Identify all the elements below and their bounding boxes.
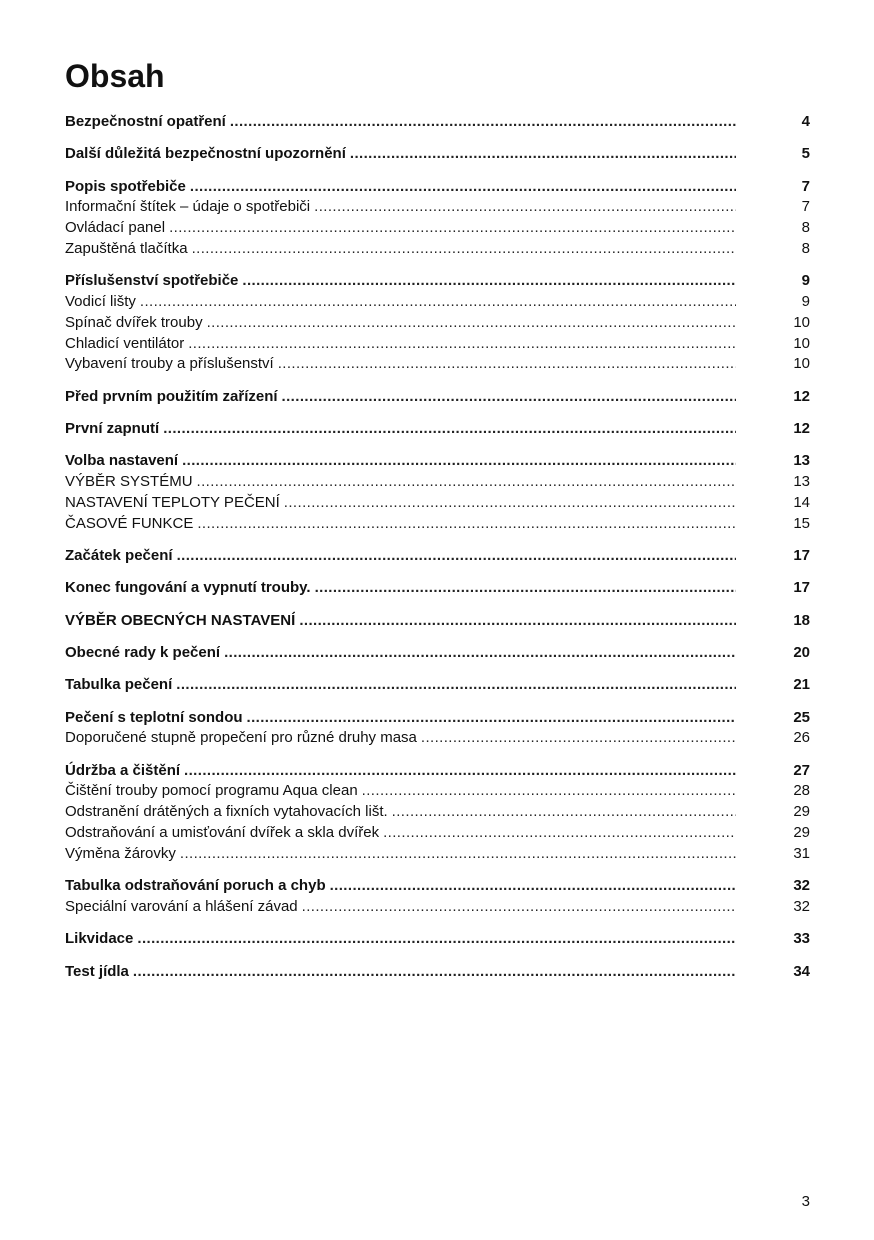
toc-group — [65, 643, 810, 664]
toc-entry-page: 33 — [793, 930, 810, 948]
toc-subsection-entry — [65, 197, 810, 218]
toc-section-entry — [65, 451, 810, 472]
dot-leader — [224, 643, 736, 664]
toc-entry-page: 17 — [793, 547, 810, 565]
dot-leader — [282, 387, 736, 408]
toc-section-entry — [65, 708, 810, 729]
toc-entry-page: 15 — [793, 514, 810, 532]
toc-entry-title: Tabulka odstraňování poruch a chyb — [65, 877, 326, 895]
dot-leader — [197, 514, 736, 535]
toc-section-entry — [65, 578, 810, 599]
table-of-contents — [65, 112, 810, 994]
dot-leader — [278, 354, 736, 375]
toc-entry-title: Test jídla — [65, 962, 129, 980]
dot-leader — [177, 546, 736, 567]
toc-entry-title: Začátek pečení — [65, 547, 173, 565]
toc-entry-title: Obecné rady k pečení — [65, 643, 221, 661]
toc-entry-page: 31 — [793, 844, 810, 862]
dot-leader — [242, 271, 736, 292]
toc-subsection-entry — [65, 897, 810, 918]
toc-entry-page: 9 — [801, 272, 810, 290]
toc-entry-page: 13 — [793, 473, 810, 491]
dot-leader — [230, 112, 736, 133]
dot-leader — [284, 493, 736, 514]
toc-entry-page: 12 — [793, 420, 810, 438]
toc-group — [65, 144, 810, 165]
toc-entry-title: Doporučené stupně propečení pro různé druhy masa — [65, 729, 417, 747]
dot-leader — [315, 578, 736, 599]
toc-group — [65, 419, 810, 440]
toc-entry-page: 21 — [793, 676, 810, 694]
toc-group — [65, 271, 810, 375]
toc-subsection-entry — [65, 844, 810, 865]
dot-leader — [302, 897, 736, 918]
toc-group — [65, 876, 810, 918]
toc-section-entry — [65, 675, 810, 696]
dot-leader — [140, 292, 736, 313]
toc-entry-title: Zapuštěná tlačítka — [65, 239, 188, 257]
toc-subsection-entry — [65, 802, 810, 823]
toc-entry-page: 26 — [793, 729, 810, 747]
dot-leader — [137, 929, 736, 950]
toc-entry-page: 8 — [801, 219, 810, 237]
toc-group — [65, 708, 810, 750]
dot-leader — [169, 218, 736, 239]
toc-entry-title: Spínač dvířek trouby — [65, 313, 203, 331]
toc-subsection-entry — [65, 493, 810, 514]
page-number: 3 — [801, 1193, 810, 1210]
toc-group — [65, 578, 810, 599]
toc-group — [65, 112, 810, 133]
dot-leader — [392, 802, 736, 823]
toc-entry-page: 8 — [801, 239, 810, 257]
toc-subsection-entry — [65, 292, 810, 313]
toc-entry-page: 10 — [793, 355, 810, 373]
toc-entry-page: 25 — [793, 708, 810, 726]
toc-entry-title: Další důležitá bezpečnostní upozornění — [65, 145, 346, 163]
dot-leader — [133, 962, 736, 983]
toc-entry-title: Vodicí lišty — [65, 293, 136, 311]
toc-group — [65, 929, 810, 950]
toc-entry-title: VÝBĚR SYSTÉMU — [65, 473, 193, 491]
toc-entry-page: 28 — [793, 782, 810, 800]
toc-entry-title: Bezpečnostní opatření — [65, 113, 226, 130]
toc-entry-title: Před prvním použitím zařízení — [65, 387, 278, 405]
page-title: Obsah — [65, 58, 165, 94]
dot-leader — [176, 675, 736, 696]
toc-entry-page: 9 — [801, 293, 810, 311]
toc-section-entry — [65, 546, 810, 567]
toc-entry-page: 29 — [793, 824, 810, 842]
toc-section-entry — [65, 761, 810, 782]
toc-entry-title: Odstraňování a umisťování dvířek a skla dvířek — [65, 824, 380, 842]
toc-subsection-entry — [65, 334, 810, 355]
toc-subsection-entry — [65, 728, 810, 749]
toc-section-entry — [65, 271, 810, 292]
toc-entry-page: 4 — [801, 113, 810, 130]
toc-group — [65, 451, 810, 534]
toc-section-entry — [65, 611, 810, 632]
dot-leader — [188, 334, 736, 355]
toc-entry-title: Likvidace — [65, 930, 134, 948]
dot-leader — [362, 781, 736, 802]
dot-leader — [247, 708, 736, 729]
toc-subsection-entry — [65, 313, 810, 334]
toc-subsection-entry — [65, 218, 810, 239]
toc-group — [65, 962, 810, 983]
dot-leader — [192, 239, 736, 260]
toc-section-entry — [65, 112, 810, 133]
toc-entry-title: Volba nastavení — [65, 452, 179, 470]
toc-section-entry — [65, 929, 810, 950]
toc-entry-page: 17 — [793, 579, 810, 597]
dot-leader — [163, 419, 736, 440]
toc-entry-title: Čištění trouby pomocí programu Aqua clean — [65, 782, 358, 800]
toc-entry-title: VÝBĚR OBECNÝCH NASTAVENÍ — [65, 611, 296, 629]
toc-entry-title: ČASOVÉ FUNKCE — [65, 514, 194, 532]
toc-entry-title: NASTAVENÍ TEPLOTY PEČENÍ — [65, 493, 280, 511]
dot-leader — [190, 177, 736, 198]
toc-subsection-entry — [65, 239, 810, 260]
toc-entry-title: Ovládací panel — [65, 219, 166, 237]
dot-leader — [197, 472, 736, 493]
toc-entry-page: 34 — [793, 962, 810, 980]
toc-section-entry — [65, 419, 810, 440]
toc-entry-page: 32 — [793, 877, 810, 895]
toc-entry-title: Odstranění drátěných a fixních vytahovacích lišt. — [65, 803, 388, 821]
dot-leader — [299, 611, 736, 632]
toc-section-entry — [65, 144, 810, 165]
toc-entry-title: Informační štítek – údaje o spotřebiči — [65, 198, 311, 216]
toc-group — [65, 611, 810, 632]
toc-entry-title: Příslušenství spotřebiče — [65, 272, 239, 290]
toc-entry-title: Chladicí ventilátor — [65, 334, 185, 352]
toc-entry-title: Popis spotřebiče — [65, 177, 186, 195]
toc-section-entry — [65, 387, 810, 408]
toc-entry-page: 10 — [793, 334, 810, 352]
toc-group — [65, 387, 810, 408]
toc-entry-title: Vybavení trouby a příslušenství — [65, 355, 274, 373]
toc-section-entry — [65, 643, 810, 664]
toc-subsection-entry — [65, 781, 810, 802]
toc-entry-title: Pečení s teplotní sondou — [65, 708, 243, 726]
toc-entry-title: Údržba a čištění — [65, 761, 181, 779]
toc-subsection-entry — [65, 823, 810, 844]
dot-leader — [330, 876, 736, 897]
dot-leader — [182, 451, 736, 472]
toc-entry-page: 10 — [793, 313, 810, 331]
toc-entry-title: Tabulka pečení — [65, 676, 173, 694]
toc-subsection-entry — [65, 472, 810, 493]
toc-entry-page: 7 — [801, 177, 810, 195]
toc-entry-page: 5 — [801, 145, 810, 163]
dot-leader — [180, 844, 736, 865]
toc-section-entry — [65, 876, 810, 897]
toc-group — [65, 546, 810, 567]
toc-group — [65, 675, 810, 696]
toc-entry-page: 29 — [793, 803, 810, 821]
toc-section-entry — [65, 177, 810, 198]
toc-entry-title: Speciální varování a hlášení závad — [65, 897, 298, 915]
toc-subsection-entry — [65, 354, 810, 375]
dot-leader — [184, 761, 736, 782]
toc-entry-page: 7 — [801, 198, 810, 216]
toc-entry-title: Konec fungování a vypnutí trouby. — [65, 579, 311, 597]
toc-group — [65, 761, 810, 865]
dot-leader — [350, 144, 736, 165]
dot-leader — [383, 823, 736, 844]
toc-entry-page: 18 — [793, 611, 810, 629]
dot-leader — [207, 313, 736, 334]
toc-entry-page: 27 — [793, 761, 810, 779]
dot-leader — [421, 728, 736, 749]
toc-entry-title: První zapnutí — [65, 420, 160, 438]
toc-entry-page: 12 — [793, 387, 810, 405]
toc-entry-page: 13 — [793, 452, 810, 470]
toc-entry-page: 14 — [793, 493, 810, 511]
toc-entry-title: Výměna žárovky — [65, 844, 176, 862]
dot-leader — [314, 197, 736, 218]
toc-subsection-entry — [65, 514, 810, 535]
toc-group — [65, 177, 810, 260]
toc-entry-page: 32 — [793, 897, 810, 915]
toc-section-entry — [65, 962, 810, 983]
toc-entry-page: 20 — [793, 643, 810, 661]
